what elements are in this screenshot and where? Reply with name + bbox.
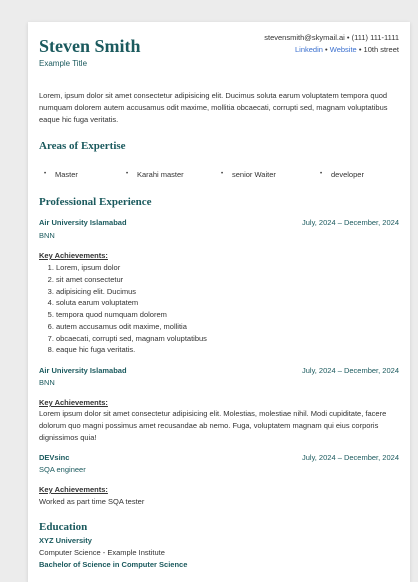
candidate-title: Example Title [39, 59, 88, 68]
contact-separator: • [358, 45, 364, 54]
job-dates: July, 2024 – December, 2024 [301, 453, 399, 462]
job-dates: July, 2024 – December, 2024 [301, 218, 399, 227]
achievements-list [39, 262, 207, 356]
address-text: 10th street [363, 45, 399, 54]
candidate-name: Steven Smith [39, 36, 141, 56]
key-achievements-label: Key Achievements: [39, 398, 108, 407]
achievement-item: 4. soluta earum voluptatem [56, 297, 207, 309]
section-title-education: Education [39, 521, 88, 533]
job-company: SQA engineer [39, 465, 86, 474]
achievements-paragraph: Lorem ipsum dolor sit amet consectetur adipisicing elit. Molestias, molestiae nihil. Modi cupiditate, facere dolorum quo magni possimus amet recusandae ab nemo. Fuga, voluptatem magnam qui eius corporis dignissimos quia! [39, 409, 387, 442]
section-title-expertise: Areas of Expertise [39, 140, 126, 152]
achievements-paragraph: Worked as part time SQA tester [39, 497, 145, 506]
skill-item: • Master [55, 170, 78, 179]
section-title-experience: Professional Experience [39, 196, 152, 208]
summary-paragraph: Lorem, ipsum dolor sit amet consectetur adipisicing elit. Ducimus soluta earum voluptatem tempora quod numquam dolorem autem accusamus odit maxime, mollitia obcaecati, corrupti sed, magnam voluptatibus eaque hic fuga veritatis. [39, 91, 388, 124]
achievement-item: 6. autem accusamus odit maxime, mollitia [56, 321, 207, 333]
achievement-item: 1. Lorem, ipsum dolor [56, 262, 207, 274]
job-title: Air University Islamabad [39, 218, 127, 227]
linkedin-link[interactable]: Linkedin [295, 45, 323, 54]
resume-content [28, 22, 410, 582]
skill-item: • developer [331, 170, 364, 179]
achievement-item: 8. eaque hic fuga veritatis. [56, 344, 207, 356]
skill-item: • senior Waiter [232, 170, 276, 179]
job-company: BNN [39, 231, 55, 240]
job-title: DEVsinc [39, 453, 70, 462]
education-school: XYZ University [39, 536, 92, 545]
achievement-item: 2. sit amet consectetur [56, 274, 207, 286]
achievement-item: 3. adipisicing elit. Ducimus [56, 286, 207, 298]
job-company: BNN [39, 378, 55, 387]
achievement-item: 5. tempora quod numquam dolorem [56, 309, 207, 321]
education-program: Computer Science - Example Institute [39, 548, 165, 557]
job-dates: July, 2024 – December, 2024 [301, 366, 399, 375]
skill-item: • Karahi master [137, 170, 184, 179]
contact-separator: • [325, 45, 330, 54]
education-degree: Bachelor of Science in Computer Science [39, 560, 188, 569]
achievement-item: 7. obcaecati, corrupti sed, magnam voluptatibus [56, 333, 207, 345]
job-title: Air University Islamabad [39, 366, 127, 375]
key-achievements-label: Key Achievements: [39, 485, 108, 494]
key-achievements-label: Key Achievements: [39, 251, 108, 260]
contact-email-phone: stevensmith@skymail.ai • (111) 111-1111 [264, 33, 399, 42]
website-link[interactable]: Website [329, 45, 357, 54]
